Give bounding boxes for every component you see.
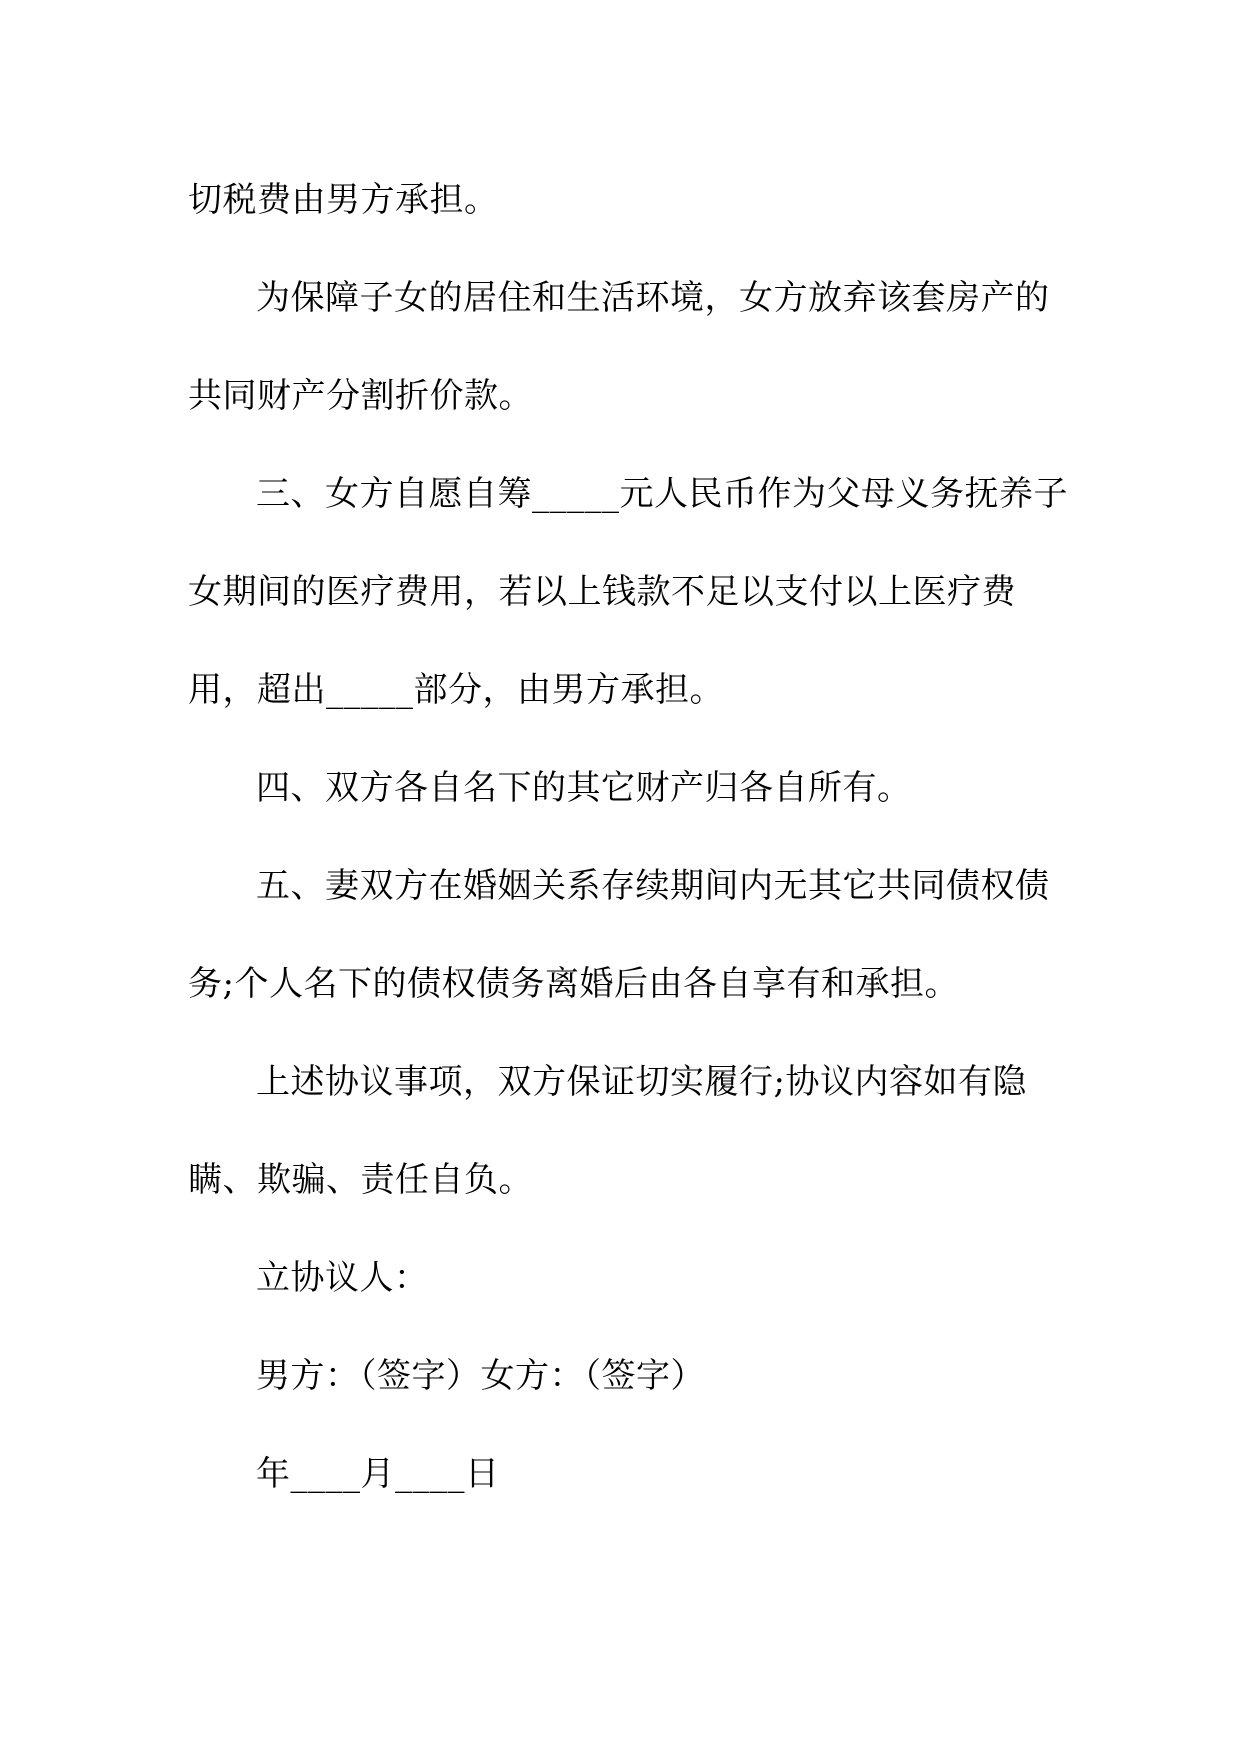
text-line: 上述协议事项，双方保证切实履行;协议内容如有隐 [256,1062,1027,1102]
text-line: 为保障子女的居住和生活环境，女方放弃该套房产的 [256,278,1050,318]
signatories-label: 立协议人： [256,1258,429,1298]
text-line: 用，超出_____部分，由男方承担。 [188,670,724,710]
text-line: 切税费由男方承担。 [188,180,499,220]
text-line: 共同财产分割折价款。 [188,376,533,416]
text-line: 瞒、欺骗、责任自负。 [188,1160,533,1200]
text-line: 务;个人名下的债权债务离婚后由各自享有和承担。 [188,964,959,1004]
clause-five-line: 五、妻双方在婚姻关系存续期间内无其它共同债权债 [256,866,1050,906]
date-line: 年____月____日 [256,1454,500,1494]
text-line: 女期间的医疗费用，若以上钱款不足以支付以上医疗费 [188,572,1016,612]
clause-four-line: 四、双方各自名下的其它财产归各自所有。 [256,768,912,808]
clause-three-line: 三、女方自愿自筹_____元人民币作为父母义务抚养子 [256,474,1068,514]
signature-line: 男方：（签字）女方：（签字） [256,1356,705,1396]
